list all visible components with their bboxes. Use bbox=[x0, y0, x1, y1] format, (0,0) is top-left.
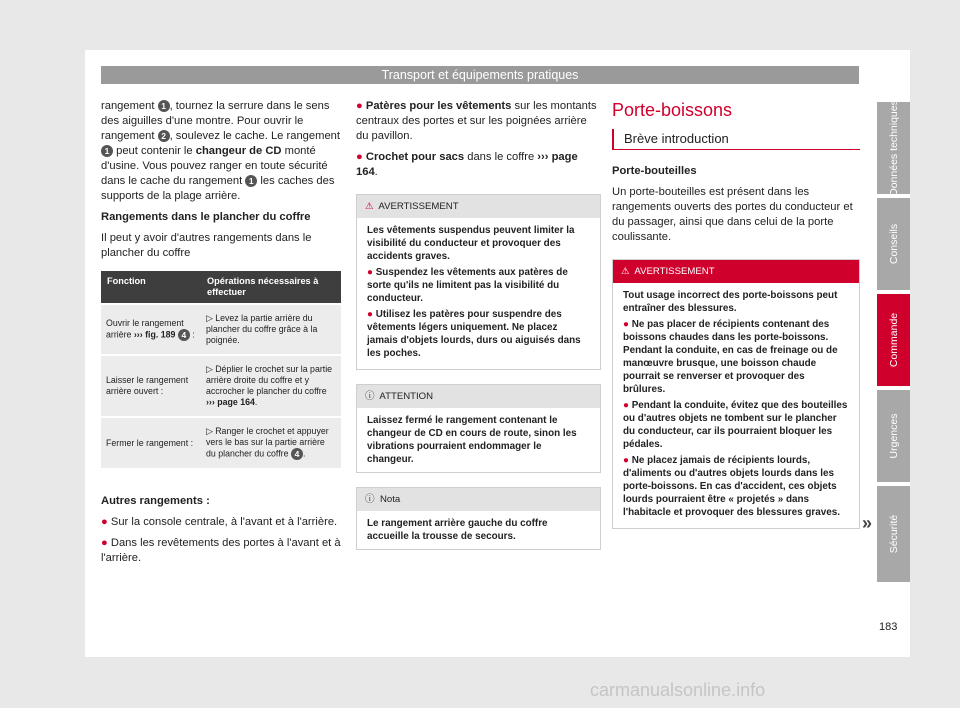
tab-securite[interactable]: Sécurité bbox=[877, 486, 910, 582]
bullet-icon: ● bbox=[367, 309, 373, 320]
bullet-icon: ● bbox=[367, 267, 373, 278]
page-reference-link[interactable]: ››› page 164 bbox=[206, 397, 255, 407]
list-item: ● Dans les revêtements des portes à l'avant et à l'arrière. bbox=[101, 537, 341, 564]
column-right bbox=[612, 99, 860, 543]
info-circle-icon: ⓘ bbox=[365, 391, 375, 402]
continue-mark: » bbox=[862, 513, 873, 533]
page-header: Transport et équipements pratiques bbox=[101, 66, 859, 84]
bullet-icon: ● bbox=[101, 537, 108, 549]
section-heading: Brève introduction bbox=[612, 129, 860, 150]
bullet-icon: ● bbox=[623, 455, 629, 466]
callout-number: 1 bbox=[158, 100, 170, 112]
page-number: 183 bbox=[879, 621, 898, 633]
warning-triangle-icon: ⚠ bbox=[621, 266, 630, 277]
watermark: carmanualsonline.info bbox=[590, 680, 766, 700]
paragraph: Il peut y avoir d'autres rangements dans le plancher du coffre bbox=[101, 232, 312, 259]
bullet-icon: ● bbox=[623, 400, 629, 411]
tab-donnees-techniques[interactable]: Données techniques bbox=[877, 102, 910, 194]
bullet-icon: ● bbox=[356, 151, 363, 163]
note-box: ⓘ Nota Le rangement arrière gauche du coffre accueille la trousse de secours. bbox=[356, 487, 601, 550]
table-header: Opérations nécessaires à effectuer bbox=[201, 271, 341, 304]
bullet-icon: ● bbox=[101, 516, 108, 528]
note-icon: ⓘ bbox=[365, 494, 375, 505]
table-row: Laisser le rangement arrière ouvert : ▷ Déplier le crochet sur la partie arrière droite du coffre et y accrocher le plancher du coffre ››› page 164. bbox=[101, 355, 341, 417]
tab-urgences[interactable]: Urgences bbox=[877, 390, 910, 482]
section-subtitle: Porte-bouteilles bbox=[612, 165, 697, 177]
list-item: ● Sur la console centrale, à l'avant et à l'arrière. bbox=[101, 516, 338, 528]
callout-number: 4 bbox=[178, 329, 190, 341]
function-table bbox=[101, 271, 341, 468]
section-subtitle: Autres rangements : bbox=[101, 495, 210, 507]
section-subtitle: Rangements dans le plancher du coffre bbox=[101, 211, 311, 223]
table-row: Ouvrir le rangement arrière ››› fig. 189 4 : ▷ Levez la partie arrière du plancher du coffre grâce à la poignée. bbox=[101, 304, 341, 355]
warning-box: ⚠ AVERTISSEMENT Tout usage incorrect des porte-boissons peut entraîner des blessures. ● Ne pas placer de récipients contenant des boissons chaudes dans les porte-boissons. Pendant la conduite, en cas de freinage ou de manœuvre brusque, une boisson chaude pourrait se renverser et provoquer des brûlures. ● Pendant la conduite, évitez que des bouteilles ou d'autres objets ne tombent sur le plancher du conducteur, car ils pourraient bloquer les pédales. ● Ne placez jamais de récipients lourds, d'aliments ou d'autres objets lourds dans les porte-boissons. En cas d'accident, ces objets lourds pourraient être « projetés » dans l'habitacle et provoquer des blessures graves. bbox=[612, 259, 860, 529]
callout-number: 2 bbox=[158, 130, 170, 142]
list-item: ● Crochet pour sacs dans le coffre ››› page 164. bbox=[356, 151, 578, 178]
page-reference-link[interactable]: ››› fig. 189 bbox=[133, 329, 176, 340]
column-left bbox=[101, 99, 341, 572]
table-header: Fonction bbox=[101, 271, 201, 304]
section-title: Porte-boissons bbox=[612, 100, 733, 120]
warning-triangle-icon: ⚠ bbox=[365, 201, 374, 212]
bullet-icon: ● bbox=[623, 319, 629, 330]
callout-number: 4 bbox=[291, 448, 303, 460]
list-item: ● Patères pour les vêtements sur les montants centraux des portes et sur les poignées arrière du pavillon. bbox=[356, 100, 597, 142]
paragraph: Un porte-bouteilles est présent dans les rangements ouverts des portes du conducteur et du passager, ainsi que dans celui de la porte coulissante. bbox=[612, 186, 853, 243]
page-reference-link[interactable]: ››› page 164 bbox=[356, 151, 578, 178]
callout-number: 1 bbox=[245, 175, 257, 187]
table-row: Fermer le rangement : ▷ Ranger le crochet et appuyer vers le bas sur la partie arrière du plancher du coffre 4 . bbox=[101, 417, 341, 468]
warning-box: ⚠ AVERTISSEMENT Les vêtements suspendus peuvent limiter la visibilité du conducteur et provoquer des accidents graves. ● Suspendez les vêtements aux patères de sorte qu'ils ne limitent pas la visibilité du conducteur. ● Utilisez les patères pour suspendre des vêtements légers uniquement. Ne placez jamais d'objets lourds, durs ou aiguisés dans les poches. bbox=[356, 194, 601, 370]
callout-number: 1 bbox=[101, 145, 113, 157]
paragraph-intro: rangement 1 , tournez la serrure dans le sens des aiguilles d'une montre. Pour ouvrir le rangement 2 , soulevez le cache. Le rangement 1 peut contenir le changeur de CD monté d'usine. Vous pouvez ranger en toute sécurité dans le cache du rangement 1 les caches des supports de la plage arrière. bbox=[101, 100, 340, 202]
bullet-icon: ● bbox=[356, 100, 363, 112]
column-middle bbox=[356, 99, 601, 564]
tab-commande[interactable]: Commande bbox=[877, 294, 910, 386]
attention-box: ⓘ ATTENTION Laissez fermé le rangement contenant le changeur de CD en cours de route, sinon les vibrations pourraient endommager le changeur. bbox=[356, 384, 601, 473]
tab-conseils[interactable]: Conseils bbox=[877, 198, 910, 290]
